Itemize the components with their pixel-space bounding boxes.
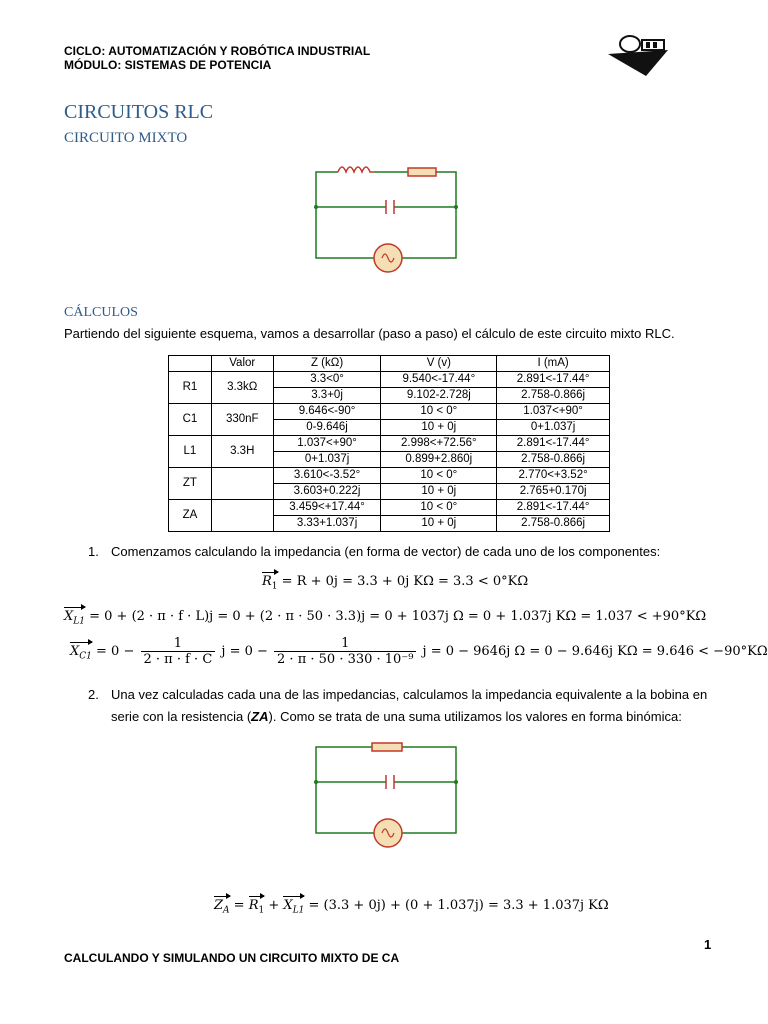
voltage-cell: 0.899+2.860j	[381, 452, 497, 468]
inductor-symbol	[338, 167, 374, 172]
page-title: CIRCUITOS RLC	[64, 101, 214, 123]
voltage-cell: 10 < 0°	[381, 500, 497, 516]
equation-xc1-part-b: j = 0 −	[221, 644, 268, 659]
equation-xl1-rhs: = 0 + (2 · π · f · L)j = 0 + (2 · π · 50 · 3.3)j = 0 + 1037j Ω = 0 + 1.037j KΩ = 1.037 < +90°KΩ	[89, 609, 707, 624]
impedance-cell: 3.33+1.037j	[273, 516, 381, 532]
capacitor-symbol	[386, 200, 394, 214]
component-name-cell: C1	[169, 404, 212, 436]
voltage-cell: 9.102-2.728j	[381, 388, 497, 404]
current-cell: 2.891<-17.44°	[497, 372, 610, 388]
header-module: MÓDULO: SISTEMAS DE POTENCIA	[64, 58, 272, 72]
table-header-row	[169, 356, 610, 372]
table-row	[169, 372, 610, 388]
voltage-cell: 2.998<+72.56°	[381, 436, 497, 452]
current-cell: 2.891<-17.44°	[497, 500, 610, 516]
calculations-table	[168, 355, 610, 532]
voltage-cell: 10 + 0j	[381, 484, 497, 500]
component-value-cell	[211, 468, 273, 500]
resistor-symbol	[408, 168, 436, 176]
impedance-cell: 3.610<-3.52°	[273, 468, 381, 484]
impedance-cell: 0+1.037j	[273, 452, 381, 468]
equation-za: $Z_A = R_1 + X_{L1} = (3.3 + 0j) + (0 + 1.037j) = 3.3 + 1.037j$ KΩ	[214, 898, 609, 916]
impedance-cell: 9.646<-90°	[273, 404, 381, 420]
impedance-cell: 0-9.646j	[273, 420, 381, 436]
impedance-cell: 1.037<+90°	[273, 436, 381, 452]
step2-text-b: serie con la resistencia (	[111, 709, 252, 724]
current-cell: 2.758-0.866j	[497, 516, 610, 532]
circuit-diagram-za	[308, 735, 468, 855]
table-row	[169, 468, 610, 484]
equation-xl1: $X_{L1} = 0 + (2 \cdot \pi \cdot f \cdot L)j = 0 + (2 \cdot \pi \cdot 50 \cdot 3.3)j = 0 + 1037j$ Ω = 0 + 1.037j KΩ = 1.037 < +90°KΩ	[64, 609, 707, 627]
table-header-cell: V (v)	[381, 356, 497, 372]
component-name-cell: ZA	[169, 500, 212, 532]
step1-text: Comenzamos calculando la impedancia (en forma de vector) de cada uno de los componentes:	[111, 544, 661, 559]
current-cell: 1.037<+90°	[497, 404, 610, 420]
table-header-cell: I (mA)	[497, 356, 610, 372]
component-value-cell	[211, 500, 273, 532]
current-cell: 2.770<+3.52°	[497, 468, 610, 484]
component-value-cell: 3.3kΩ	[211, 372, 273, 404]
equation-r1: $R_1 = R + 0j = 3.3 + 0j$ KΩ = 3.3 < 0°KΩ	[262, 574, 529, 592]
table-row	[169, 436, 610, 452]
component-name-cell: ZT	[169, 468, 212, 500]
current-cell: 2.758-0.866j	[497, 388, 610, 404]
equation-za-rhs: = (3.3 + 0j) + (0 + 1.037j) = 3.3 + 1.037j KΩ	[308, 898, 609, 913]
page-subtitle: CIRCUITO MIXTO	[64, 130, 188, 146]
fraction-numerator: 1	[141, 636, 216, 652]
table-header-cell: Z (kΩ)	[273, 356, 381, 372]
step2-line1: Una vez calculadas cada una de las impedancias, calculamos la impedancia equivalente a la bobina en	[111, 687, 708, 702]
step2-line2	[111, 706, 682, 728]
step2-number: 2.	[88, 687, 99, 702]
impedance-cell: 3.603+0.222j	[273, 484, 381, 500]
voltage-cell: 10 + 0j	[381, 516, 497, 532]
voltage-cell: 9.540<-17.44°	[381, 372, 497, 388]
impedance-za-symbol	[372, 743, 402, 751]
current-cell: 2.758-0.866j	[497, 452, 610, 468]
impedance-cell: 3.3+0j	[273, 388, 381, 404]
table-header-cell: Valor	[211, 356, 273, 372]
equation-xc1-part-a: = 0 −	[96, 644, 135, 659]
capacitor-symbol	[386, 775, 394, 789]
impedance-cell: 3.3<0°	[273, 372, 381, 388]
page-number: 1	[704, 937, 712, 952]
equation-xc1: $X_{C1} = 0$ − $\frac{1}{2 \cdot \pi \cdot f \cdot C}$ j = 0 − $\frac{1}{\text{2 · π · 50 · 330 · 10⁻⁹}}$ j = 0 − 9646j Ω = 0 − 9.646j KΩ = 9.646 < −90°KΩ	[70, 636, 768, 667]
section-heading: CÁLCULOS	[64, 305, 138, 320]
fraction-denominator: 2 · π · 50 · 330 · 10⁻⁹	[277, 652, 414, 667]
voltage-cell: 10 < 0°	[381, 468, 497, 484]
circuit-diagram-rlc	[308, 160, 468, 280]
current-cell: 2.765+0.170j	[497, 484, 610, 500]
component-name-cell: L1	[169, 436, 212, 468]
component-value-cell: 3.3H	[211, 436, 273, 468]
step2-bold-za: ZA	[251, 709, 269, 724]
step1-number: 1.	[88, 544, 99, 559]
impedance-cell: 3.459<+17.44°	[273, 500, 381, 516]
table-row	[169, 404, 610, 420]
voltage-cell: 10 < 0°	[381, 404, 497, 420]
equation-r1-rhs: = R + 0j = 3.3 + 0j KΩ = 3.3 < 0°KΩ	[281, 574, 529, 589]
equation-xc1-part-c: j = 0 − 9646j Ω = 0 − 9.646j KΩ = 9.646 < −90°KΩ	[422, 644, 768, 659]
equation-xc1-fraction-2	[274, 636, 416, 667]
footer-text: CALCULANDO Y SIMULANDO UN CIRCUITO MIXTO DE CA	[64, 951, 400, 965]
component-name-cell: R1	[169, 372, 212, 404]
component-value-cell: 330nF	[211, 404, 273, 436]
school-logo-icon	[606, 30, 670, 78]
equation-xc1-fraction-1	[141, 636, 216, 667]
current-cell: 0+1.037j	[497, 420, 610, 436]
voltage-cell: 10 + 0j	[381, 420, 497, 436]
table-row	[169, 500, 610, 516]
fraction-denominator: 2 · π · f · C	[143, 652, 213, 667]
intro-paragraph: Partiendo del siguiente esquema, vamos a desarrollar (paso a paso) el cálculo de este circuito mixto RLC.	[64, 326, 675, 341]
header-cycle: CICLO: AUTOMATIZACIÓN Y ROBÓTICA INDUSTRIAL	[64, 44, 371, 58]
current-cell: 2.891<-17.44°	[497, 436, 610, 452]
step2-text-c: ). Como se trata de una suma utilizamos los valores en forma binómica:	[268, 709, 682, 724]
fraction-numerator: 1	[274, 636, 416, 652]
table-header-cell	[169, 356, 212, 372]
